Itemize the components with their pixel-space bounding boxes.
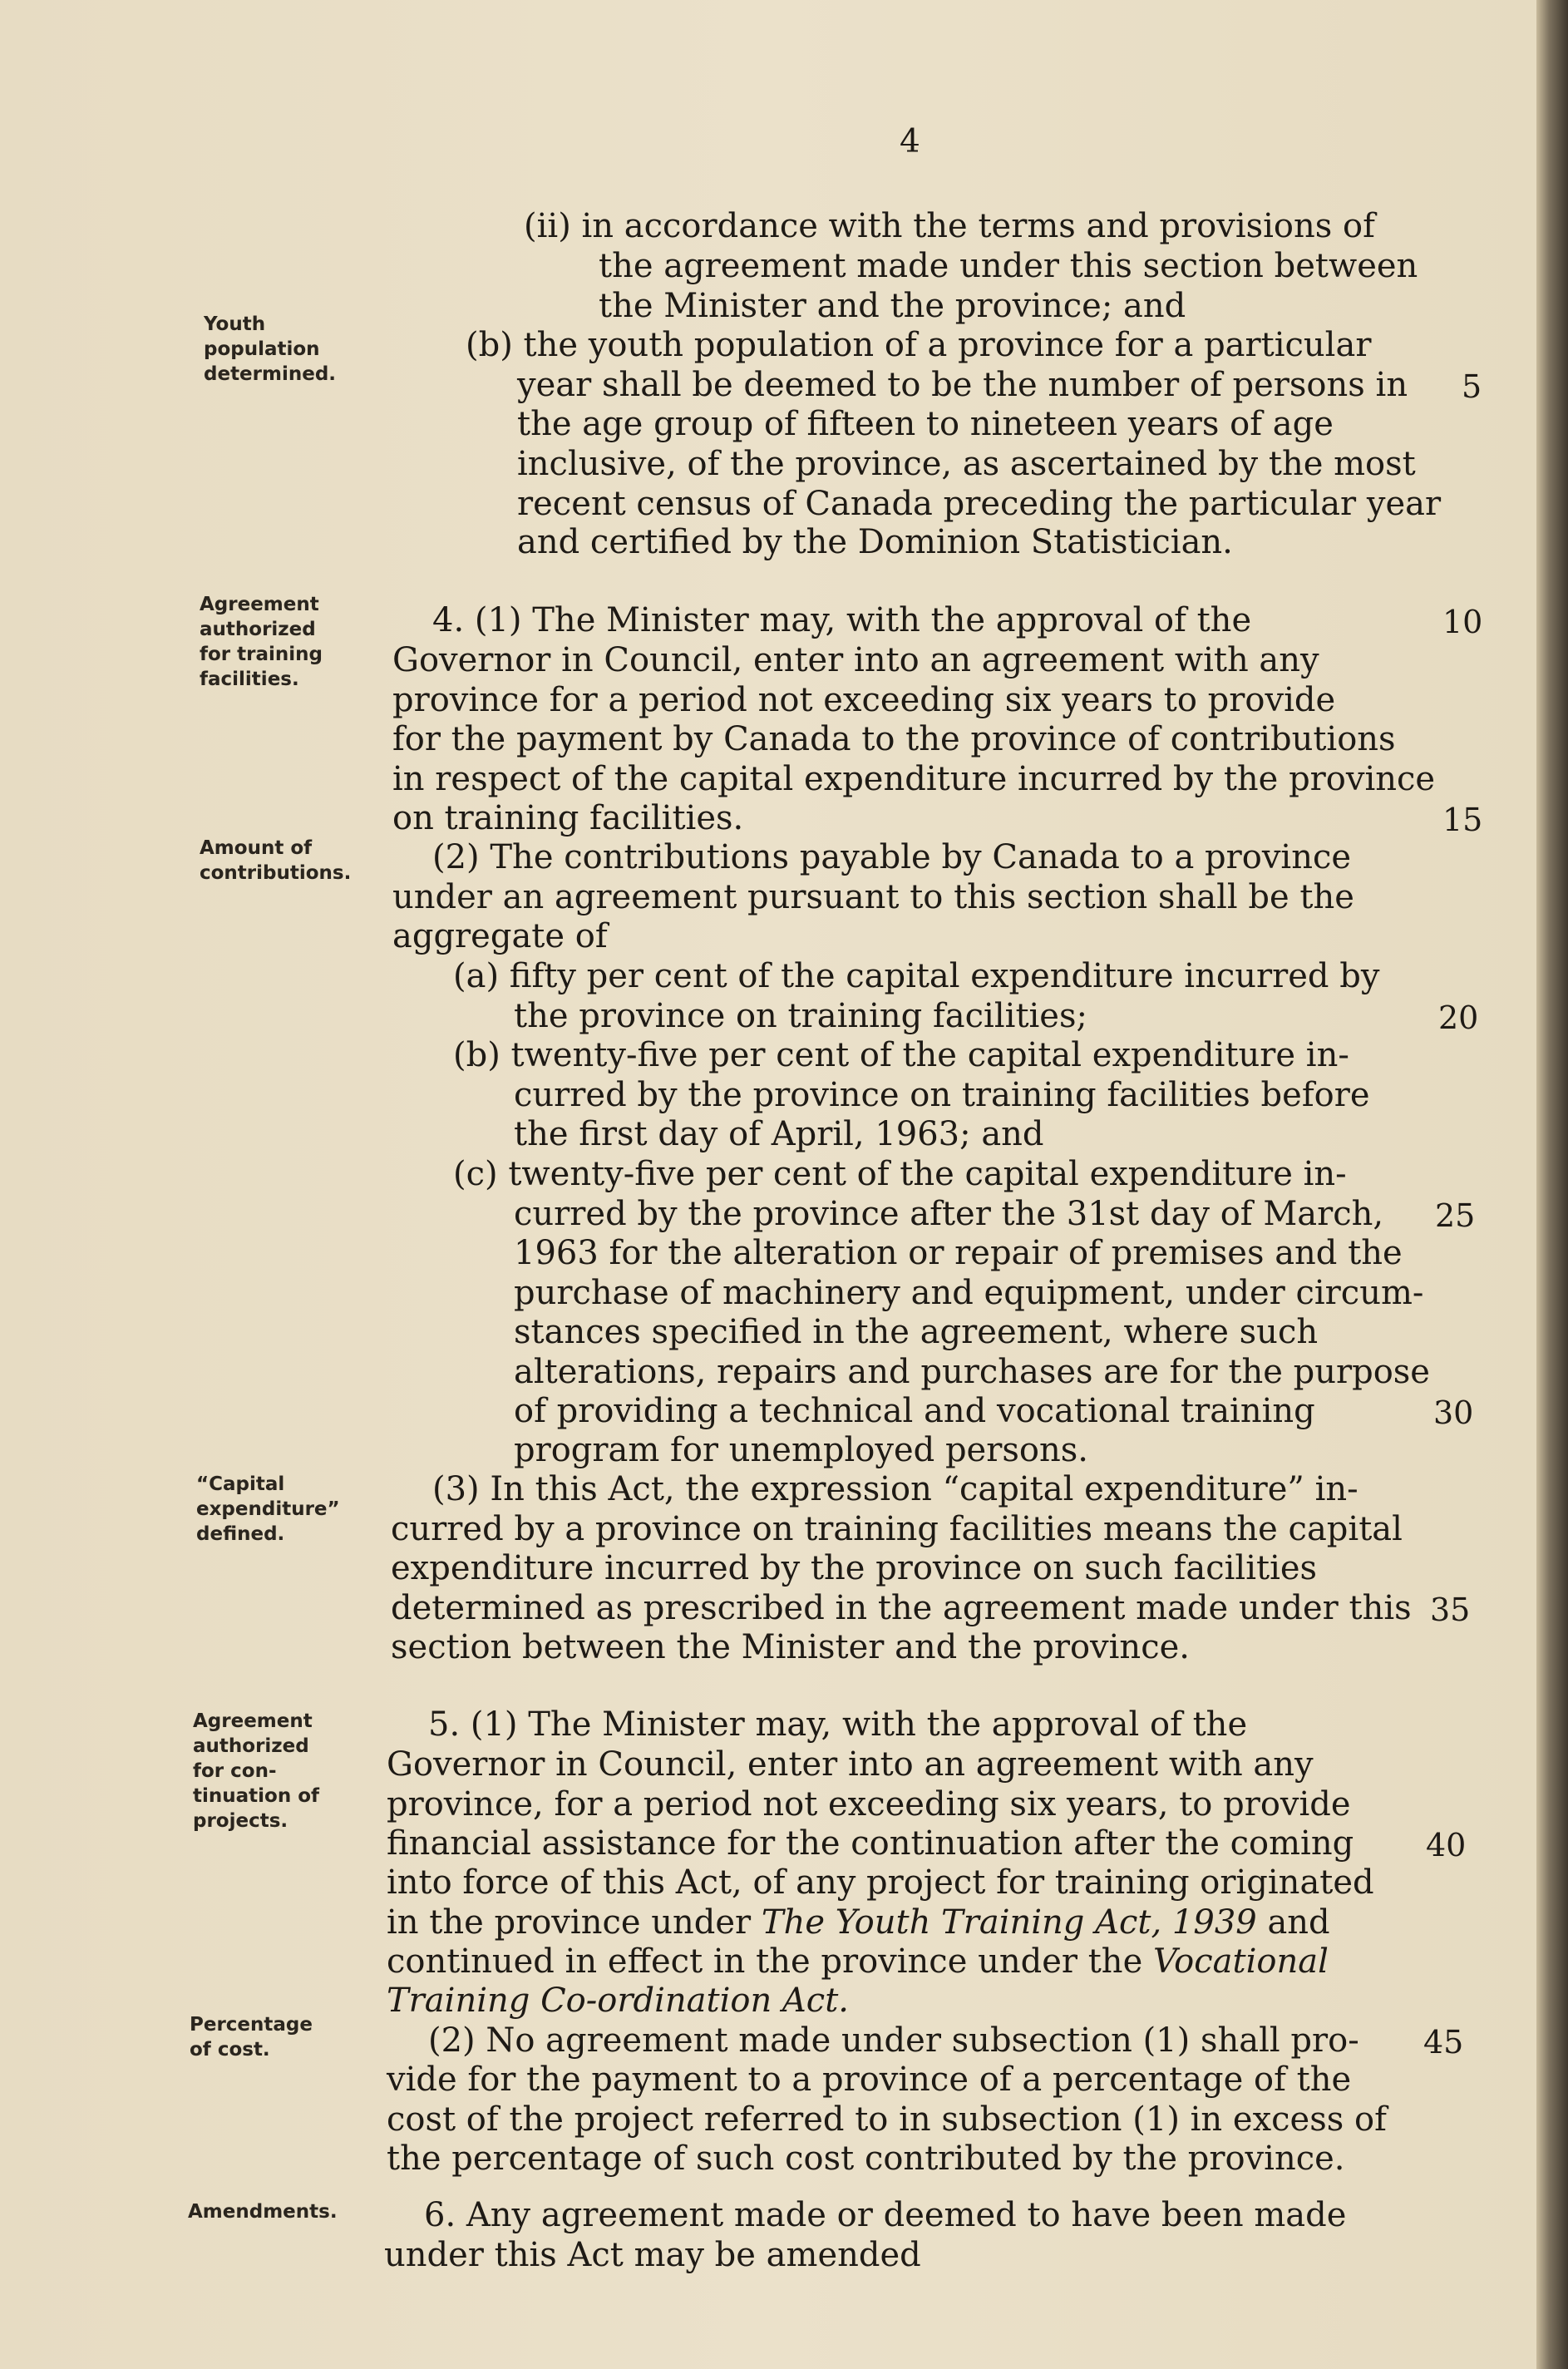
text-line: financial assistance for the continuation after the coming [387,1824,1354,1863]
text-line: the Minister and the province; and [599,287,1186,325]
text-line: stances specified in the agreement, where such [514,1313,1319,1351]
text-line: vide for the payment to a province of a percentage of the [387,2061,1352,2099]
text-line: for the payment by Canada to the province of contributions [392,720,1396,758]
text-line: curred by the province on training facilities before [514,1076,1370,1114]
text-line [387,1981,849,2021]
text-line: expenditure incurred by the province on such facilities [391,1549,1318,1587]
margin-note-agreement-training: Agreement authorized for training facilities. [200,594,323,690]
text-line: Governor in Council, enter into an agreement with any [392,641,1319,679]
text-line: on training facilities. [392,799,744,837]
text-run: and [1267,1903,1330,1942]
text-line: determined as prescribed in the agreement made under this [391,1589,1412,1627]
text-line: the first day of April, 1963; and [514,1115,1044,1153]
line-number-25: 25 [1435,1197,1476,1234]
margin-note-percentage-of-cost: Percentage of cost. [190,2014,313,2061]
text-run: continued in effect in the province under the [387,1942,1143,1981]
text-line: the age group of fifteen to nineteen years of age [517,405,1334,443]
line-number-45: 45 [1423,2024,1464,2061]
line-number-30: 30 [1433,1394,1474,1431]
section-5-line: 5. (1) The Minister may, with the approval of the [428,1705,1248,1744]
section-4-line: 4. (1) The Minister may, with the approval of the [432,601,1252,639]
text-line [387,1903,1330,1942]
page-edge [1536,0,1568,2369]
text-line: purchase of machinery and equipment, under circum- [514,1274,1424,1312]
act-title-vocational-cont: Training Co-ordination Act. [387,1982,849,2020]
text-line: in respect of the capital expenditure incurred by the province [392,760,1436,798]
text-line: the percentage of such cost contributed by the province. [387,2140,1345,2178]
text-line: Governor in Council, enter into an agreement with any [387,1745,1314,1784]
text-line: (2) No agreement made under subsection (1) shall pro- [428,2021,1359,2060]
margin-note-amount-contributions: Amount of contributions. [200,837,352,884]
text-line: of providing a technical and vocational training [514,1392,1315,1430]
act-title-vocational: Vocational [1152,1942,1329,1981]
margin-note-amendments: Amendments. [188,2201,338,2223]
text-run: in the province under [387,1903,752,1942]
section-6-line: 6. Any agreement made or deemed to have been made [424,2196,1347,2234]
text-line: under an agreement pursuant to this section shall be the [392,878,1354,916]
text-line: (2) The contributions payable by Canada to a province [432,838,1352,876]
text-line: alterations, repairs and purchases are for the purpose [514,1353,1430,1391]
margin-note-capital-expenditure: “Capital expenditure” defined. [196,1473,340,1545]
line-number-35: 35 [1430,1592,1471,1628]
text-line: into force of this Act, of any project for training originated [387,1863,1374,1902]
line-number-10: 10 [1442,604,1483,640]
text-line: (3) In this Act, the expression “capital expenditure” in- [432,1470,1358,1508]
text-line: province, for a period not exceeding six years, to provide [387,1785,1351,1824]
text-line: (ii) in accordance with the terms and provisions of [524,207,1375,245]
text-line: under this Act may be amended [384,2236,921,2274]
text-line: (b) twenty-five per cent of the capital expenditure in- [453,1036,1349,1074]
text-line: curred by the province after the 31st day of March, [514,1195,1384,1233]
line-number-15: 15 [1442,802,1483,838]
text-line: program for unemployed persons. [514,1431,1088,1469]
text-line [387,1942,1329,1982]
page-number: 4 [900,123,920,160]
text-line: the agreement made under this section between [599,247,1418,285]
line-number-40: 40 [1426,1827,1467,1863]
text-line: cost of the project referred to in subsection (1) in excess of [387,2100,1387,2139]
text-line: (b) the youth population of a province for a particular [466,326,1372,364]
text-line: inclusive, of the province, as ascertained by the most [517,445,1416,483]
text-line: and certified by the Dominion Statistician. [517,523,1233,561]
text-line: (c) twenty-five per cent of the capital expenditure in- [453,1155,1347,1193]
text-line: province for a period not exceeding six years to provide [392,681,1336,719]
text-line: section between the Minister and the province. [391,1628,1190,1666]
act-title-youth-training: The Youth Training Act, 1939 [761,1903,1257,1942]
text-line: year shall be deemed to be the number of persons in [517,366,1408,404]
text-line: curred by a province on training facilities means the capital [391,1510,1403,1548]
text-line: recent census of Canada preceding the particular year [517,485,1442,523]
text-line: aggregate of [392,917,608,955]
text-line: 1963 for the alteration or repair of premises and the [514,1234,1403,1272]
text-line: the province on training facilities; [514,997,1087,1035]
text-line: (a) fifty per cent of the capital expenditure incurred by [453,957,1380,995]
margin-note-agreement-continuation: Agreement authorized for con- tinuation of projects. [193,1710,320,1832]
margin-note-youth-population: Youth population determined. [204,313,337,385]
line-number-20: 20 [1438,999,1479,1036]
line-number-5: 5 [1462,368,1482,405]
